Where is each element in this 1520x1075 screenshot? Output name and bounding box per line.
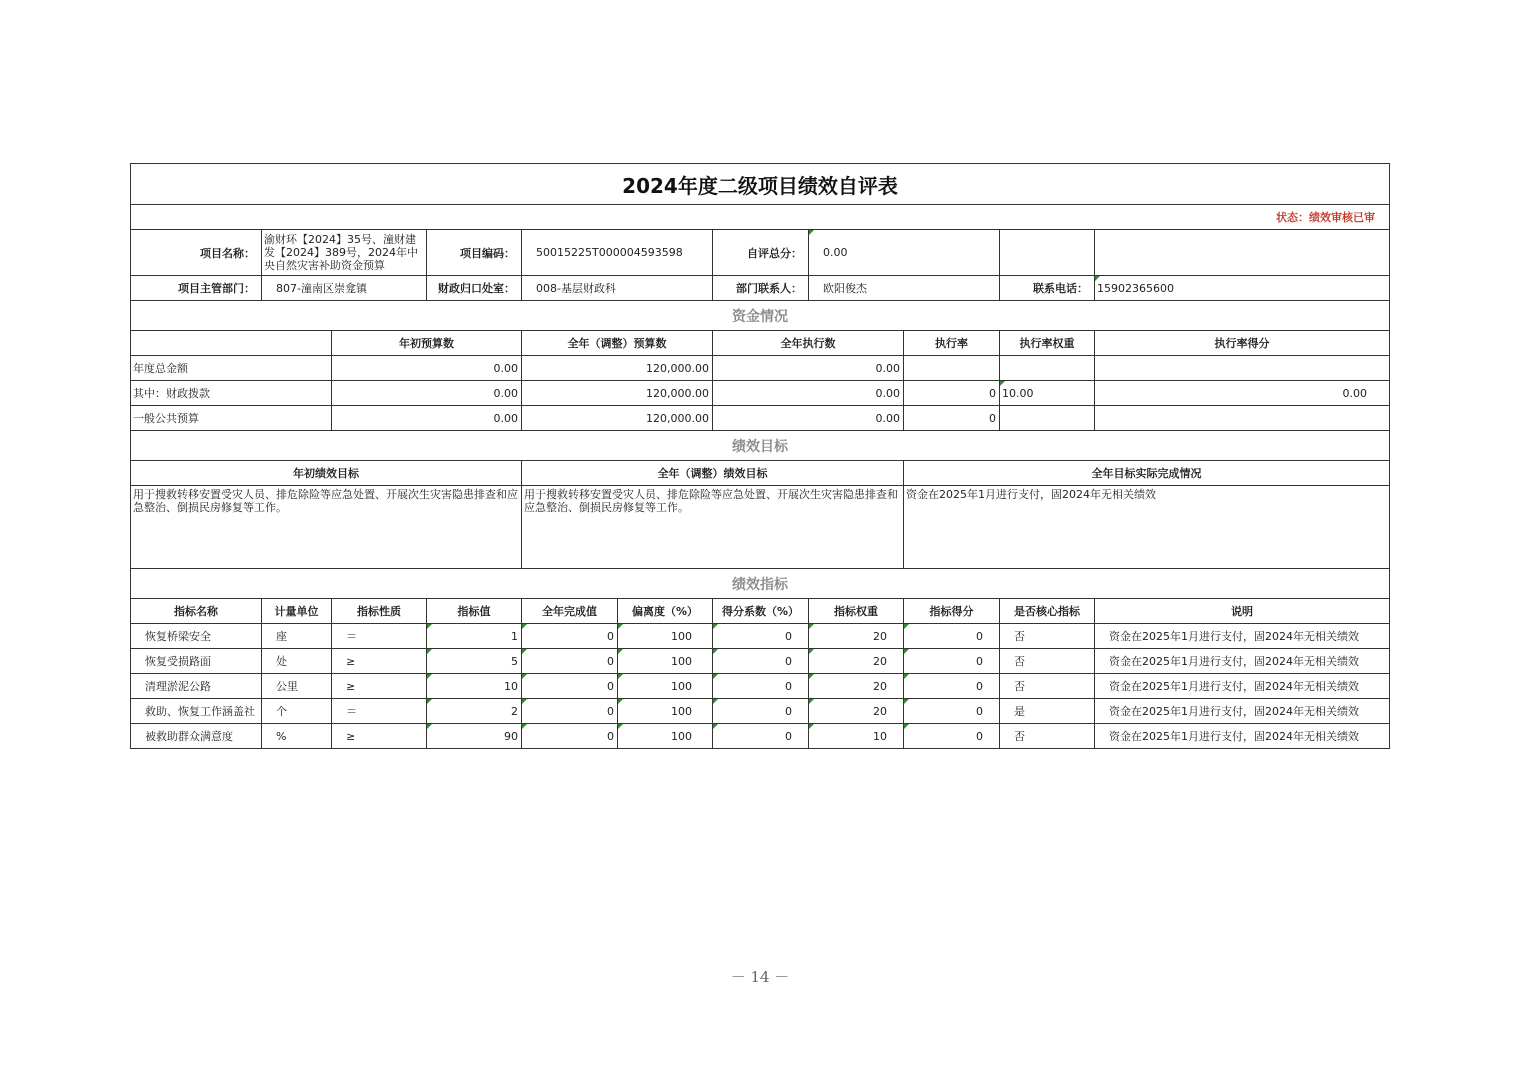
indicator-header: 指标性质 xyxy=(332,599,427,624)
indicator-note: 资金在2025年1月进行支付，固2024年无相关绩效 xyxy=(1095,699,1390,724)
goals-header: 全年（调整）绩效目标 xyxy=(522,461,904,486)
indicator-score: 0 xyxy=(904,624,1000,649)
goals-header: 全年目标实际完成情况 xyxy=(904,461,1390,486)
indicator-name: 清理淤泥公路 xyxy=(131,674,262,699)
goal-adjusted-text: 用于搜救转移安置受灾人员、排危除险等应急处置、开展次生灾害隐患排查和应急整治、倒损民房修复等工作。 xyxy=(522,486,904,569)
funds-row-name: 其中：财政拨款 xyxy=(131,381,332,406)
goal-initial-text: 用于搜救转移安置受灾人员、排危除险等应急处置、开展次生灾害隐患排查和应急整治、倒损民房修复等工作。 xyxy=(131,486,522,569)
indicator-weight: 20 xyxy=(809,699,904,724)
indicator-unit: 公里 xyxy=(262,674,332,699)
table-row xyxy=(131,406,1390,431)
funds-score: 0.00 xyxy=(1095,381,1390,406)
indicator-core: 否 xyxy=(1000,674,1095,699)
dept-label: 项目主管部门： xyxy=(131,276,262,301)
project-name-value: 渝财环【2024】35号、潼财建发【2024】389号，2024年中央自然灾害补助资金预算 xyxy=(262,230,427,276)
project-name-label: 项目名称： xyxy=(131,230,262,276)
indicator-unit: % xyxy=(262,724,332,749)
funds-adjusted: 120,000.00 xyxy=(522,406,713,431)
empty-cell xyxy=(1095,230,1390,276)
table-row xyxy=(131,724,1390,749)
funds-header: 执行率权重 xyxy=(1000,331,1095,356)
funds-initial: 0.00 xyxy=(332,356,522,381)
indicator-done: 0 xyxy=(522,624,618,649)
indicator-header: 说明 xyxy=(1095,599,1390,624)
indicator-deviation: 100 xyxy=(618,674,713,699)
indicators-section-title: 绩效指标 xyxy=(131,569,1390,599)
contact-value: 欧阳俊杰 xyxy=(809,276,1000,301)
indicator-header: 指标名称 xyxy=(131,599,262,624)
indicator-header: 是否核心指标 xyxy=(1000,599,1095,624)
funds-weight: 10.00 xyxy=(1000,381,1095,406)
funds-executed: 0.00 xyxy=(713,406,904,431)
empty-cell xyxy=(1000,230,1095,276)
funds-rate: 0 xyxy=(904,406,1000,431)
indicator-value: 2 xyxy=(427,699,522,724)
indicator-weight: 10 xyxy=(809,724,904,749)
indicator-nature: ＝ xyxy=(332,624,427,649)
indicator-done: 0 xyxy=(522,699,618,724)
indicator-header: 得分系数（%） xyxy=(713,599,809,624)
funds-rate: 0 xyxy=(904,381,1000,406)
indicator-coef: 0 xyxy=(713,649,809,674)
funds-score xyxy=(1095,406,1390,431)
goal-actual-text: 资金在2025年1月进行支付，固2024年无相关绩效 xyxy=(904,486,1390,569)
indicator-unit: 处 xyxy=(262,649,332,674)
funds-header: 全年执行数 xyxy=(713,331,904,356)
indicator-core: 否 xyxy=(1000,649,1095,674)
indicator-done: 0 xyxy=(522,674,618,699)
indicator-header: 指标值 xyxy=(427,599,522,624)
indicator-coef: 0 xyxy=(713,624,809,649)
indicator-nature: ＝ xyxy=(332,699,427,724)
evaluation-table xyxy=(130,163,1390,749)
table-row xyxy=(131,356,1390,381)
indicator-header: 全年完成值 xyxy=(522,599,618,624)
indicator-unit: 座 xyxy=(262,624,332,649)
contact-label: 部门联系人： xyxy=(713,276,809,301)
funds-header: 执行率得分 xyxy=(1095,331,1390,356)
indicator-value: 10 xyxy=(427,674,522,699)
table-row xyxy=(131,649,1390,674)
indicator-nature: ≥ xyxy=(332,649,427,674)
funds-initial: 0.00 xyxy=(332,381,522,406)
funds-section-title: 资金情况 xyxy=(131,301,1390,331)
indicator-score: 0 xyxy=(904,724,1000,749)
funds-executed: 0.00 xyxy=(713,356,904,381)
indicator-unit: 个 xyxy=(262,699,332,724)
indicator-deviation: 100 xyxy=(618,649,713,674)
table-row xyxy=(131,624,1390,649)
finance-label: 财政归口处室： xyxy=(427,276,522,301)
indicator-header: 计量单位 xyxy=(262,599,332,624)
dept-value: 807-潼南区崇龛镇 xyxy=(262,276,427,301)
funds-score xyxy=(1095,356,1390,381)
table-row xyxy=(131,699,1390,724)
funds-initial: 0.00 xyxy=(332,406,522,431)
indicator-score: 0 xyxy=(904,649,1000,674)
indicator-deviation: 100 xyxy=(618,699,713,724)
table-row xyxy=(131,674,1390,699)
indicator-coef: 0 xyxy=(713,674,809,699)
project-code-label: 项目编码： xyxy=(427,230,522,276)
indicator-header: 偏离度（%） xyxy=(618,599,713,624)
indicator-weight: 20 xyxy=(809,649,904,674)
indicator-name: 恢复受损路面 xyxy=(131,649,262,674)
funds-rate xyxy=(904,356,1000,381)
indicator-score: 0 xyxy=(904,674,1000,699)
page-number: － 14 － xyxy=(730,968,790,986)
indicator-header: 指标权重 xyxy=(809,599,904,624)
goals-section-title: 绩效目标 xyxy=(131,431,1390,461)
funds-executed: 0.00 xyxy=(713,381,904,406)
funds-adjusted: 120,000.00 xyxy=(522,381,713,406)
indicator-deviation: 100 xyxy=(618,724,713,749)
indicator-note: 资金在2025年1月进行支付，固2024年无相关绩效 xyxy=(1095,724,1390,749)
indicator-coef: 0 xyxy=(713,699,809,724)
funds-row-name: 一般公共预算 xyxy=(131,406,332,431)
indicator-weight: 20 xyxy=(809,674,904,699)
indicator-name: 救助、恢复工作涵盖社 xyxy=(131,699,262,724)
indicator-header: 指标得分 xyxy=(904,599,1000,624)
score-value: 0.00 xyxy=(809,230,1000,276)
indicator-done: 0 xyxy=(522,724,618,749)
phone-value: 15902365600 xyxy=(1095,276,1390,301)
performance-evaluation-sheet xyxy=(130,163,1389,749)
project-code-value: 50015225T000004593598 xyxy=(522,230,713,276)
status-badge: 状态：绩效审核已审 xyxy=(131,205,1390,230)
indicator-deviation: 100 xyxy=(618,624,713,649)
table-row xyxy=(131,381,1390,406)
score-label: 自评总分： xyxy=(713,230,809,276)
indicator-core: 否 xyxy=(1000,624,1095,649)
page-title: 2024年度二级项目绩效自评表 xyxy=(131,164,1390,205)
phone-label: 联系电话： xyxy=(1000,276,1095,301)
funds-row-name: 年度总金额 xyxy=(131,356,332,381)
indicator-nature: ≥ xyxy=(332,674,427,699)
indicator-value: 5 xyxy=(427,649,522,674)
funds-weight xyxy=(1000,356,1095,381)
indicator-coef: 0 xyxy=(713,724,809,749)
funds-weight xyxy=(1000,406,1095,431)
funds-header: 执行率 xyxy=(904,331,1000,356)
finance-value: 008-基层财政科 xyxy=(522,276,713,301)
indicator-name: 被救助群众满意度 xyxy=(131,724,262,749)
indicator-weight: 20 xyxy=(809,624,904,649)
goals-header: 年初绩效目标 xyxy=(131,461,522,486)
indicator-note: 资金在2025年1月进行支付，固2024年无相关绩效 xyxy=(1095,649,1390,674)
indicator-note: 资金在2025年1月进行支付，固2024年无相关绩效 xyxy=(1095,624,1390,649)
indicator-value: 90 xyxy=(427,724,522,749)
indicator-nature: ≥ xyxy=(332,724,427,749)
funds-adjusted: 120,000.00 xyxy=(522,356,713,381)
indicator-note: 资金在2025年1月进行支付，固2024年无相关绩效 xyxy=(1095,674,1390,699)
empty-cell xyxy=(131,331,332,356)
funds-header: 全年（调整）预算数 xyxy=(522,331,713,356)
indicator-done: 0 xyxy=(522,649,618,674)
indicator-score: 0 xyxy=(904,699,1000,724)
funds-header: 年初预算数 xyxy=(332,331,522,356)
indicator-core: 否 xyxy=(1000,724,1095,749)
indicator-name: 恢复桥梁安全 xyxy=(131,624,262,649)
indicator-core: 是 xyxy=(1000,699,1095,724)
indicator-value: 1 xyxy=(427,624,522,649)
